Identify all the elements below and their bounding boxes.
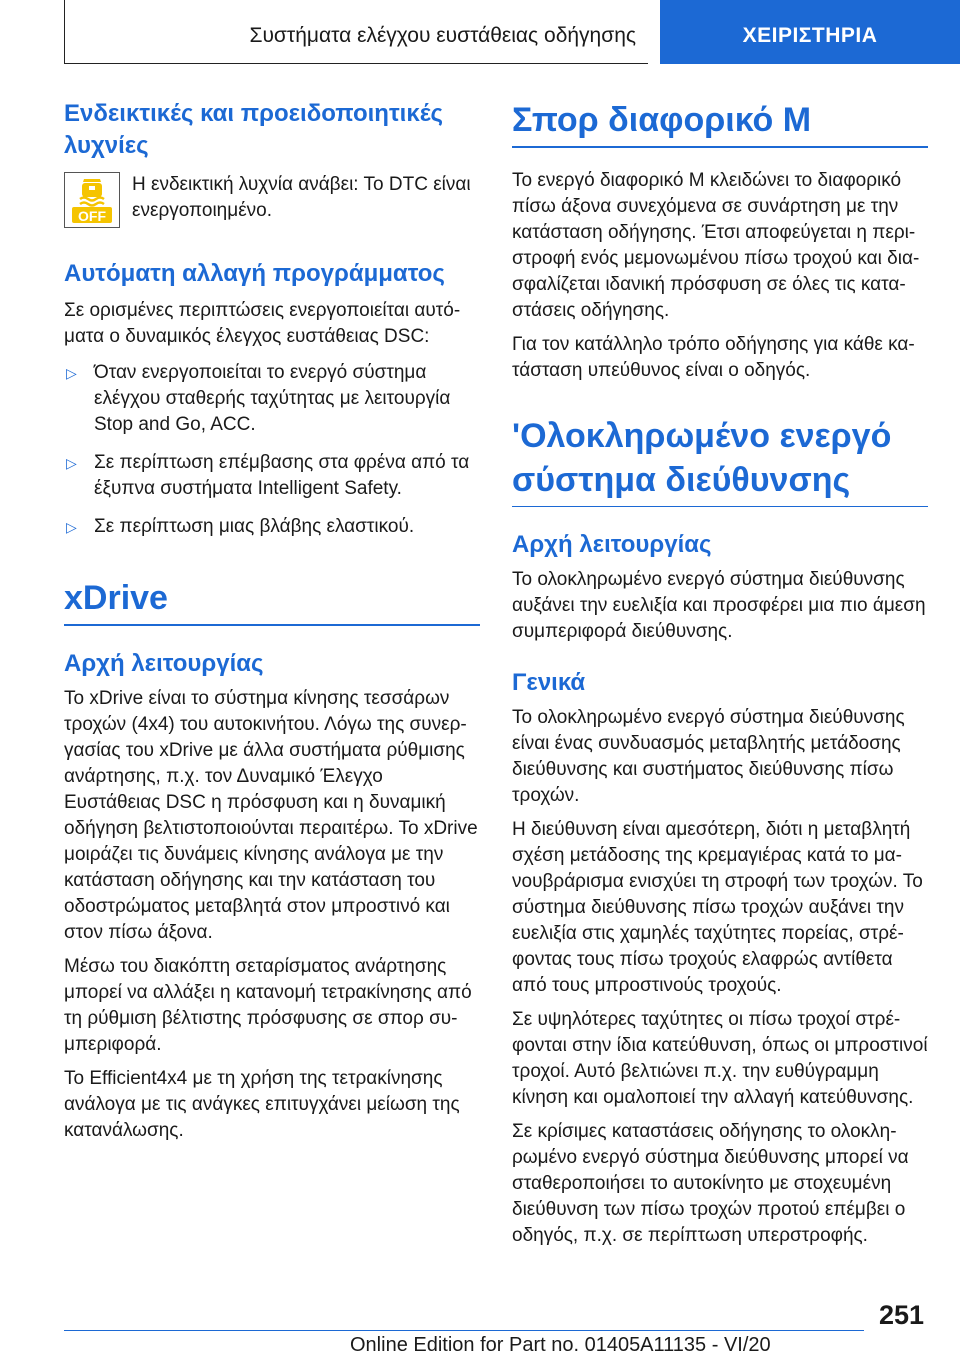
integral-steering-title: 'Ολοκληρωμένο ενεργό σύστημα διεύθυνσης — [512, 416, 892, 499]
page-number: 251 — [878, 1300, 924, 1330]
steering-principle-heading: Αρχή λειτουργίας — [512, 531, 712, 558]
chapter-tab[interactable]: ΧΕΙΡΙΣΤΗΡΙΑ — [660, 0, 960, 64]
sport-differential-rule — [512, 146, 928, 148]
bullet-triangle-icon: ▷ — [66, 519, 77, 535]
bullet-triangle-icon: ▷ — [66, 455, 77, 471]
footer-rule — [64, 1330, 864, 1331]
xdrive-title: xDrive — [64, 579, 168, 617]
indicator-text: Η ενδεικτική λυχνία ανάβει: Το DTC είναι ενεργοποιημένο. — [132, 174, 471, 221]
general-heading: Γενικά — [512, 669, 586, 696]
sport-differential-title: Σπορ διαφορικό M — [512, 101, 812, 139]
auto-change-text: Σε ορισμένες περιπτώσεις ενεργοποιείται αυτό-ματα ο δυναμικός έλεγχος ευστάθειας DSC: — [64, 300, 461, 347]
xdrive-principle-heading: Αρχή λειτουργίας — [64, 649, 264, 677]
steering-principle-text: Το ολοκληρωμένο ενεργό σύστημα διεύθυνσης αυξάνει την ευελιξία και προσφέρει μια πιο άμεση συμπεριφορά διεύθυνσης. — [512, 569, 926, 642]
sport-differential-paragraph-2: Για τον κατάλληλο τρόπο οδήγησης για κάθε κα-τάσταση υπεύθυνος είναι ο οδηγός. — [512, 333, 915, 381]
general-paragraph-1: Το ολοκληρωμένο ενεργό σύστημα διεύθυνσης είναι ένας συνδυασμός μεταβλητής μετάδοσης διεύθυνσης και συστήματος διεύθυνσης πίσω τροχών. — [512, 707, 905, 806]
edition-footer: Online Edition for Part no. 01405A11135 - VI/20 — [350, 1334, 771, 1356]
list-item: ▷ Όταν ενεργοποιείται το ενεργό σύστημα ελέγχου σταθερής ταχύτητας με λειτουργία Stop and Go, ACC. — [64, 360, 480, 438]
general-paragraph-3: Σε υψηλότερες ταχύτητες οι πίσω τροχοί στρέ-φονται στην ίδια κατεύθυνση, όπως οι μπροστινοί τροχοί. Αυτό βελτιώνει π.χ. την ευθύγραμμη κίνηση και ομαλοποιεί την αλλαγή κατεύθυνσης. — [512, 1009, 928, 1108]
xdrive-title-rule — [64, 624, 480, 626]
list-item: ▷ Σε περίπτωση μιας βλάβης ελαστικού. — [64, 514, 480, 540]
xdrive-paragraph-3: Το Efficient4x4 με τη χρήση της τετρακίνησης ανάλογα με τις ανάγκες επιτυγχάνει μείωση της κατανάλωσης. — [64, 1067, 460, 1141]
right-column — [512, 98, 928, 1249]
auto-change-heading: Αυτόματη αλλαγή προγράμματος — [64, 260, 445, 287]
xdrive-paragraph-2: Μέσω του διακόπτη σεταρίσματος ανάρτησης μπορεί να αλλάξει η κατανομή τετρακίνησης από τη ρύθμιση βέλτιστης πρόσφυσης σε σπορ συ-μπεριφορά. — [64, 955, 472, 1055]
dtc-off-warning-icon — [64, 172, 120, 228]
section-title: Συστήματα ελέγχου ευστάθειας οδήγησης — [249, 24, 636, 47]
left-column — [64, 98, 480, 1144]
xdrive-paragraph-1: Το xDrive είναι το σύστημα κίνησης τεσσάρων τροχών (4x4) του αυτοκινήτου. Λόγω της συνερ-γασίας του xDrive με άλλα συστήματα ρύθμισης ανάρτησης, π.χ. τον Δυναμικό Έλεγχο Ευστάθειας DSC η πρόσφυση και η δυναμική οδήγηση βελτιστοποιούνται περαιτέρω. Το xDrive μοιράζει τις δυνάμεις κίνησης ανάλογα με την κατάσταση οδήγησης και την κατάσταση του οδοστρώματος μεταβλητά στον μπροστινό και στον πίσω άξονα. — [64, 687, 478, 943]
indicator-block — [64, 172, 480, 228]
dsc-conditions-list — [64, 360, 480, 540]
sport-differential-paragraph-1: Το ενεργό διαφορικό M κλειδώνει το διαφορικό πίσω άξονα συνεχόμενα σε συνάρτηση με την κατάσταση οδήγησης. Έτσι αποφεύγεται η περι-στροφή ενός μεμονωμένου πίσω τροχού και δια-σφαλίζεται ιδανική πρόσφυση σε όλες τις κατα-στάσεις οδήγησης. — [512, 169, 920, 321]
bullet-triangle-icon: ▷ — [66, 365, 77, 381]
icon-off-label: OFF — [78, 208, 106, 224]
indicator-heading: Ενδεικτικές και προειδοποιητικές λυχνίες — [64, 100, 444, 159]
list-item: ▷ Σε περίπτωση επέμβασης στα φρένα από τα έξυπνα συστήματα Intelligent Safety. — [64, 450, 480, 502]
header-divider-bottom — [64, 63, 648, 64]
integral-steering-rule — [512, 506, 928, 508]
general-paragraph-4: Σε κρίσιμες καταστάσεις οδήγησης το ολοκλη-ρωμένο ενεργό σύστημα διεύθυνσης μπορεί να σταθεροποιήσει το αυτοκίνητο με στοχευμένη διεύθυνση των πίσω τροχών προτού επέμβει ο οδηγός, π.χ. σε περίπτωση υπερστροφής. — [512, 1121, 909, 1246]
general-paragraph-2: Η διεύθυνση είναι αμεσότερη, διότι η μεταβλητή σχέση μετάδοσης της κρεμαγιέρας κατά το μα-νουβράρισμα ενισχύει τη στροφή των τροχών. Το σύστημα διεύθυνσης πίσω τροχών αυξάνει την ευελιξία στις χαμηλές ταχύτητες πορείας, στρέ-φοντας τους πίσω τροχούς ελαφρώς αντίθετα από τους μπροστινούς τροχούς. — [512, 819, 923, 996]
page-header — [0, 0, 960, 64]
